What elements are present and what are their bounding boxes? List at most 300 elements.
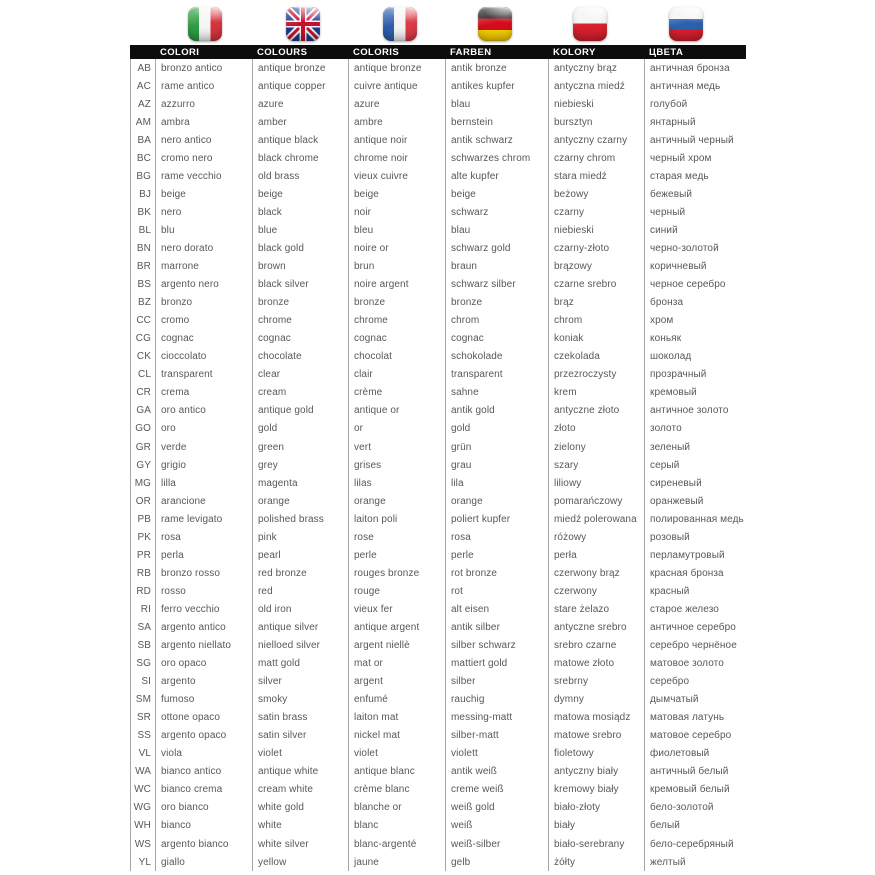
cell-german: rosa [445,528,548,546]
cell-polish: bursztyn [548,113,644,131]
cell-french: jaune [348,853,445,871]
cell-italian: argento niellato [155,637,252,655]
cell-polish: pomarańczowy [548,492,644,510]
cell-code: BL [130,221,155,239]
cell-polish: fioletowy [548,745,644,763]
flag-gloss [478,7,512,41]
cell-russian: сиреневый [644,474,746,492]
table-row [130,366,746,384]
table-row [130,618,746,636]
cell-english: smoky [252,691,348,709]
cell-french: chocolat [348,348,445,366]
cell-russian: матовая латунь [644,709,746,727]
table-row [130,835,746,853]
cell-italian: ambra [155,113,252,131]
cell-english: black [252,203,348,221]
cell-german: sahne [445,384,548,402]
cell-code: RB [130,564,155,582]
cell-russian: античный черный [644,131,746,149]
cell-code: YL [130,853,155,871]
table-row [130,348,746,366]
cell-italian: bronzo rosso [155,564,252,582]
cell-code: CL [130,366,155,384]
cell-french: antique or [348,402,445,420]
cell-code: VL [130,745,155,763]
header-coloris: COLORIS [353,46,400,58]
cell-russian: синий [644,221,746,239]
cell-italian: rame vecchio [155,167,252,185]
cell-english: antique black [252,131,348,149]
cell-russian: полированная медь [644,510,746,528]
table-row [130,799,746,817]
cell-french: blanche or [348,799,445,817]
cell-code: SM [130,691,155,709]
cell-french: crème [348,384,445,402]
cell-russian: оранжевый [644,492,746,510]
cell-code: SA [130,618,155,636]
cell-russian: розовый [644,528,746,546]
cell-russian: бело-серебряный [644,835,746,853]
cell-english: black chrome [252,149,348,167]
header-spacer [130,45,155,59]
cell-english: black silver [252,276,348,294]
table-row [130,203,746,221]
cell-italian: crema [155,384,252,402]
cell-polish: antyczna miedź [548,77,644,95]
table-row [130,474,746,492]
cell-italian: fumoso [155,691,252,709]
cell-french: antique argent [348,618,445,636]
table-row [130,384,746,402]
flag-gloss [573,7,607,41]
cell-polish: miedź polerowana [548,510,644,528]
table-row [130,528,746,546]
cell-english: pink [252,528,348,546]
cell-english: chrome [252,312,348,330]
cell-german: beige [445,185,548,203]
cell-german: alt eisen [445,600,548,618]
cell-russian: красный [644,582,746,600]
cell-english: antique bronze [252,59,348,77]
cell-german: blau [445,95,548,113]
cell-french: grises [348,456,445,474]
cell-code: BN [130,239,155,257]
cell-italian: oro opaco [155,655,252,673]
cell-german: schwarzes chrom [445,149,548,167]
cell-german: weiß-silber [445,835,548,853]
cell-german: antikes kupfer [445,77,548,95]
cell-italian: argento bianco [155,835,252,853]
cell-english: pearl [252,546,348,564]
cell-polish: biało-złoty [548,799,644,817]
cell-italian: beige [155,185,252,203]
cell-french: chrome noir [348,149,445,167]
cell-french: rouges bronze [348,564,445,582]
cell-code: AC [130,77,155,95]
cell-polish: czarne srebro [548,276,644,294]
cell-russian: бронза [644,294,746,312]
cell-french: rouge [348,582,445,600]
cell-english: blue [252,221,348,239]
cell-code: GA [130,402,155,420]
table-row [130,745,746,763]
cell-french: ambre [348,113,445,131]
cell-code: WA [130,763,155,781]
cell-german: transparent [445,366,548,384]
cell-german: silber schwarz [445,637,548,655]
cell-german: messing-matt [445,709,548,727]
cell-french: azure [348,95,445,113]
cell-french: chrome [348,312,445,330]
cell-polish: perła [548,546,644,564]
header-kolory: KOLORY [553,46,596,58]
cell-italian: argento opaco [155,727,252,745]
cell-polish: biało-serebrany [548,835,644,853]
cell-french: beige [348,185,445,203]
cell-code: BZ [130,294,155,312]
cell-russian: золото [644,420,746,438]
table-row [130,239,746,257]
table-row [130,546,746,564]
cell-english: silver [252,673,348,691]
table-row [130,330,746,348]
cell-italian: transparent [155,366,252,384]
table-row [130,221,746,239]
table-body [130,59,746,871]
cell-english: antique copper [252,77,348,95]
cell-french: antique noir [348,131,445,149]
cell-english: red bronze [252,564,348,582]
cell-english: green [252,438,348,456]
cell-russian: античная медь [644,77,746,95]
cell-french: violet [348,745,445,763]
cell-italian: rame levigato [155,510,252,528]
cell-code: CK [130,348,155,366]
cell-code: GY [130,456,155,474]
flag-france-icon [383,7,417,41]
cell-english: azure [252,95,348,113]
cell-russian: античная бронза [644,59,746,77]
table-row [130,438,746,456]
cell-russian: античный белый [644,763,746,781]
cell-russian: голубой [644,95,746,113]
cell-english: cognac [252,330,348,348]
cell-italian: bianco antico [155,763,252,781]
table-row [130,95,746,113]
cell-russian: серебро чернёное [644,637,746,655]
cell-polish: szary [548,456,644,474]
cell-french: argent [348,673,445,691]
cell-polish: antyczne złoto [548,402,644,420]
table-row [130,510,746,528]
cell-russian: дымчатый [644,691,746,709]
table-row [130,59,746,77]
cell-russian: белый [644,817,746,835]
cell-english: matt gold [252,655,348,673]
cell-german: creme weiß [445,781,548,799]
cell-german: antik silber [445,618,548,636]
cell-russian: коричневый [644,258,746,276]
cell-polish: niebieski [548,221,644,239]
header-cveta: ЦВЕТА [649,46,684,58]
cell-french: orange [348,492,445,510]
table-row [130,673,746,691]
cell-russian: кремовый белый [644,781,746,799]
cell-german: schwarz silber [445,276,548,294]
cell-polish: antyczny biały [548,763,644,781]
table-row [130,149,746,167]
cell-italian: verde [155,438,252,456]
cell-english: polished brass [252,510,348,528]
cell-english: grey [252,456,348,474]
cell-polish: liliowy [548,474,644,492]
table-row [130,600,746,618]
cell-italian: oro antico [155,402,252,420]
cell-polish: brązowy [548,258,644,276]
cell-code: WG [130,799,155,817]
cell-polish: czarny [548,203,644,221]
cell-polish: przezroczysty [548,366,644,384]
cell-german: bernstein [445,113,548,131]
table-header-row [130,45,746,59]
flag-italy-icon [188,7,222,41]
cell-polish: stare żelazo [548,600,644,618]
cell-german: chrom [445,312,548,330]
table-row [130,312,746,330]
cell-german: orange [445,492,548,510]
cell-english: white silver [252,835,348,853]
cell-english: bronze [252,294,348,312]
cell-code: PK [130,528,155,546]
cell-code: MG [130,474,155,492]
cell-italian: bianco crema [155,781,252,799]
table-row [130,258,746,276]
cell-italian: perla [155,546,252,564]
table-row [130,853,746,871]
cell-polish: biały [548,817,644,835]
cell-italian: oro [155,420,252,438]
cell-italian: argento [155,673,252,691]
cell-polish: chrom [548,312,644,330]
cell-french: mat or [348,655,445,673]
cell-french: laiton mat [348,709,445,727]
cell-polish: zielony [548,438,644,456]
cell-code: GR [130,438,155,456]
cell-french: argent niellè [348,637,445,655]
flag-gloss [383,7,417,41]
cell-code: WS [130,835,155,853]
cell-russian: черное серебро [644,276,746,294]
cell-english: cream [252,384,348,402]
cell-italian: nero dorato [155,239,252,257]
table-row [130,294,746,312]
cell-code: AB [130,59,155,77]
cell-code: CR [130,384,155,402]
cell-polish: czarny-złoto [548,239,644,257]
table-row [130,185,746,203]
cell-italian: ferro vecchio [155,600,252,618]
cell-russian: фиолетовый [644,745,746,763]
cell-german: silber [445,673,548,691]
cell-german: rauchig [445,691,548,709]
cell-code: SG [130,655,155,673]
cell-polish: czerwony brąz [548,564,644,582]
cell-english: satin silver [252,727,348,745]
cell-german: antik gold [445,402,548,420]
cell-french: antique bronze [348,59,445,77]
cell-german: grau [445,456,548,474]
cell-code: PB [130,510,155,528]
cell-code: OR [130,492,155,510]
cell-english: white gold [252,799,348,817]
cell-russian: серый [644,456,746,474]
cell-french: vieux fer [348,600,445,618]
cell-code: SS [130,727,155,745]
cell-russian: античное серебро [644,618,746,636]
cell-code: BA [130,131,155,149]
cell-code: AZ [130,95,155,113]
cell-polish: koniak [548,330,644,348]
cell-italian: viola [155,745,252,763]
cell-english: yellow [252,853,348,871]
cell-italian: bronzo antico [155,59,252,77]
cell-english: beige [252,185,348,203]
cell-polish: srebro czarne [548,637,644,655]
table-row [130,763,746,781]
cell-russian: матовое золото [644,655,746,673]
cell-english: magenta [252,474,348,492]
cell-french: antique blanc [348,763,445,781]
header-colori: COLORI [160,46,200,58]
cell-italian: bronzo [155,294,252,312]
cell-polish: matowa mosiądz [548,709,644,727]
flag-germany-icon [478,7,512,41]
cell-polish: matowe srebro [548,727,644,745]
cell-polish: antyczny brąz [548,59,644,77]
cell-italian: rame antico [155,77,252,95]
cell-french: nickel mat [348,727,445,745]
cell-french: crème blanc [348,781,445,799]
cell-italian: blu [155,221,252,239]
cell-english: red [252,582,348,600]
cell-code: BG [130,167,155,185]
cell-german: blau [445,221,548,239]
cell-french: noir [348,203,445,221]
cell-polish: kremowy biały [548,781,644,799]
header-colours: COLOURS [257,46,308,58]
cell-german: lila [445,474,548,492]
cell-german: gold [445,420,548,438]
cell-italian: cioccolato [155,348,252,366]
cell-polish: antyczny czarny [548,131,644,149]
cell-english: brown [252,258,348,276]
cell-code: WC [130,781,155,799]
cell-german: braun [445,258,548,276]
cell-german: violett [445,745,548,763]
cell-polish: srebrny [548,673,644,691]
cell-italian: argento antico [155,618,252,636]
cell-german: antik bronze [445,59,548,77]
cell-german: bronze [445,294,548,312]
cell-italian: azzurro [155,95,252,113]
cell-polish: dymny [548,691,644,709]
cell-french: rose [348,528,445,546]
cell-german: rot [445,582,548,600]
cell-english: white [252,817,348,835]
cell-french: brun [348,258,445,276]
cell-italian: argento nero [155,276,252,294]
table-row [130,131,746,149]
cell-english: black gold [252,239,348,257]
cell-german: perle [445,546,548,564]
table-row [130,727,746,745]
cell-russian: бело-золотой [644,799,746,817]
cell-german: rot bronze [445,564,548,582]
cell-italian: cognac [155,330,252,348]
cell-french: noire argent [348,276,445,294]
cell-italian: bianco [155,817,252,835]
cell-italian: arancione [155,492,252,510]
cell-russian: зеленый [644,438,746,456]
cell-polish: czerwony [548,582,644,600]
cell-russian: желтый [644,853,746,871]
cell-italian: giallo [155,853,252,871]
cell-russian: перламутровый [644,546,746,564]
cell-english: antique silver [252,618,348,636]
table-row [130,167,746,185]
cell-german: grün [445,438,548,456]
cell-english: gold [252,420,348,438]
table-row [130,402,746,420]
table-row [130,709,746,727]
cell-french: noire or [348,239,445,257]
cell-french: laiton poli [348,510,445,528]
cell-french: vieux cuivre [348,167,445,185]
table-row [130,420,746,438]
cell-german: silber-matt [445,727,548,745]
cell-russian: матовое серебро [644,727,746,745]
cell-english: orange [252,492,348,510]
cell-french: clair [348,366,445,384]
cell-french: lilas [348,474,445,492]
cell-english: satin brass [252,709,348,727]
cell-russian: старая медь [644,167,746,185]
cell-english: old iron [252,600,348,618]
cell-russian: янтарный [644,113,746,131]
cell-italian: ottone opaco [155,709,252,727]
cell-english: cream white [252,781,348,799]
cell-code: BR [130,258,155,276]
cell-russian: серебро [644,673,746,691]
cell-code: SR [130,709,155,727]
cell-code: CC [130,312,155,330]
table-row [130,456,746,474]
cell-russian: прозрачный [644,366,746,384]
cell-english: clear [252,366,348,384]
cell-polish: żółty [548,853,644,871]
cell-english: antique white [252,763,348,781]
cell-german: poliert kupfer [445,510,548,528]
cell-polish: różowy [548,528,644,546]
cell-french: enfumé [348,691,445,709]
color-table [130,45,746,871]
cell-code: GO [130,420,155,438]
table-row [130,637,746,655]
table-row [130,582,746,600]
cell-polish: niebieski [548,95,644,113]
cell-code: PR [130,546,155,564]
cell-french: vert [348,438,445,456]
